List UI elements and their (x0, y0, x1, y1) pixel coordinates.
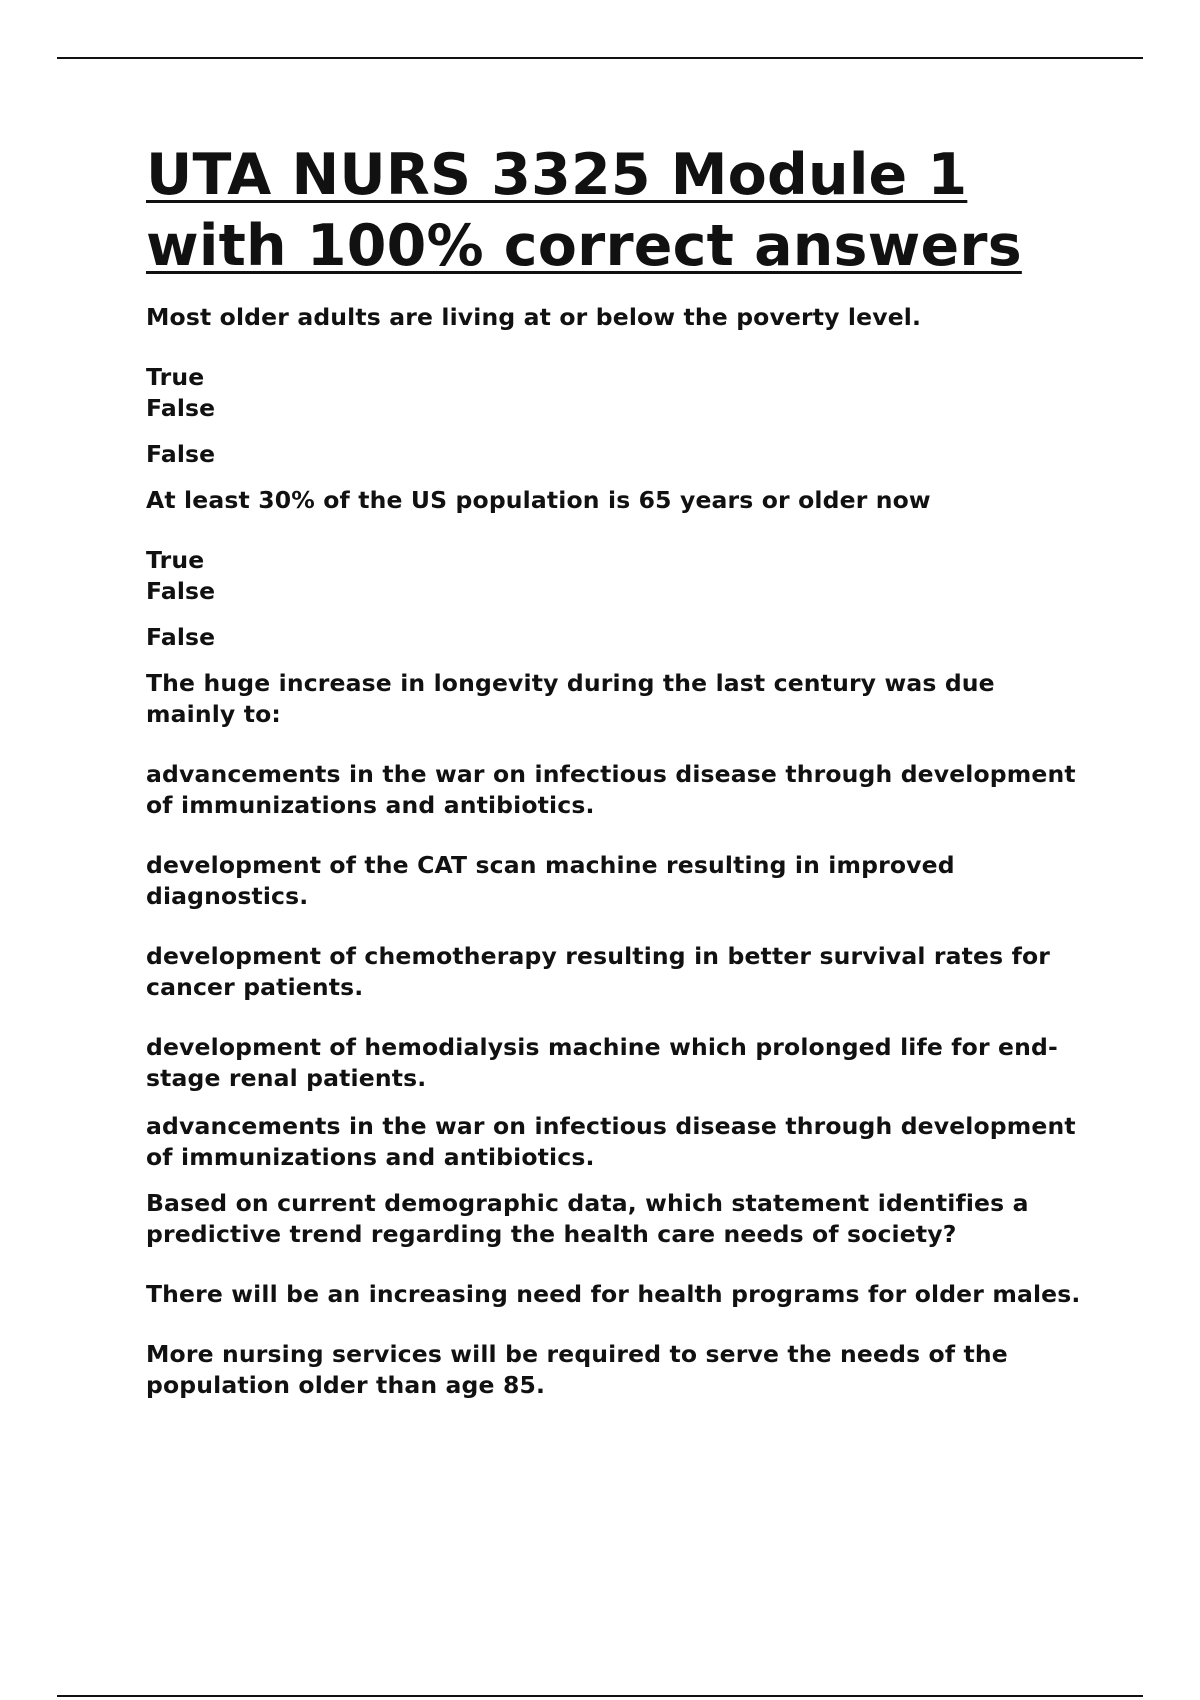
bottom-rule (57, 1695, 1143, 1697)
question-3 (146, 668, 1086, 1173)
answer-option: More nursing services will be required to serve the needs of the population older than age 85. (146, 1340, 1008, 1399)
question-prompt: At least 30% of the US population is 65 years or older now (146, 486, 931, 514)
document-title: UTA NURS 3325 Module 1 with 100% correct answers (146, 142, 1022, 279)
correct-answer: False (146, 440, 216, 468)
question-prompt: Based on current demographic data, which statement identifies a predictive trend regarding the health care needs of society? (146, 1189, 1029, 1248)
answer-option: There will be an increasing need for health programs for older males. (146, 1280, 1081, 1308)
question-1 (146, 302, 1086, 470)
answer-option: False (146, 394, 216, 422)
question-prompt: The huge increase in longevity during the last century was due mainly to: (146, 669, 995, 728)
question-prompt: Most older adults are living at or below the poverty level. (146, 303, 922, 331)
document-body (146, 140, 1086, 1401)
answer-option: True (146, 363, 205, 391)
answer-option: development of hemodialysis machine which prolonged life for end-stage renal patients. (146, 1033, 1058, 1092)
question-2 (146, 485, 1086, 653)
answer-option: advancements in the war on infectious disease through development of immunizations and antibiotics. (146, 760, 1076, 819)
answer-option: False (146, 577, 216, 605)
answer-option: True (146, 546, 205, 574)
correct-answer: advancements in the war on infectious disease through development of immunizations and antibiotics. (146, 1112, 1076, 1171)
answer-option: development of chemotherapy resulting in better survival rates for cancer patients. (146, 942, 1051, 1001)
answer-option: development of the CAT scan machine resulting in improved diagnostics. (146, 851, 955, 910)
correct-answer: False (146, 623, 216, 651)
question-4 (146, 1188, 1086, 1401)
top-rule (57, 57, 1143, 59)
